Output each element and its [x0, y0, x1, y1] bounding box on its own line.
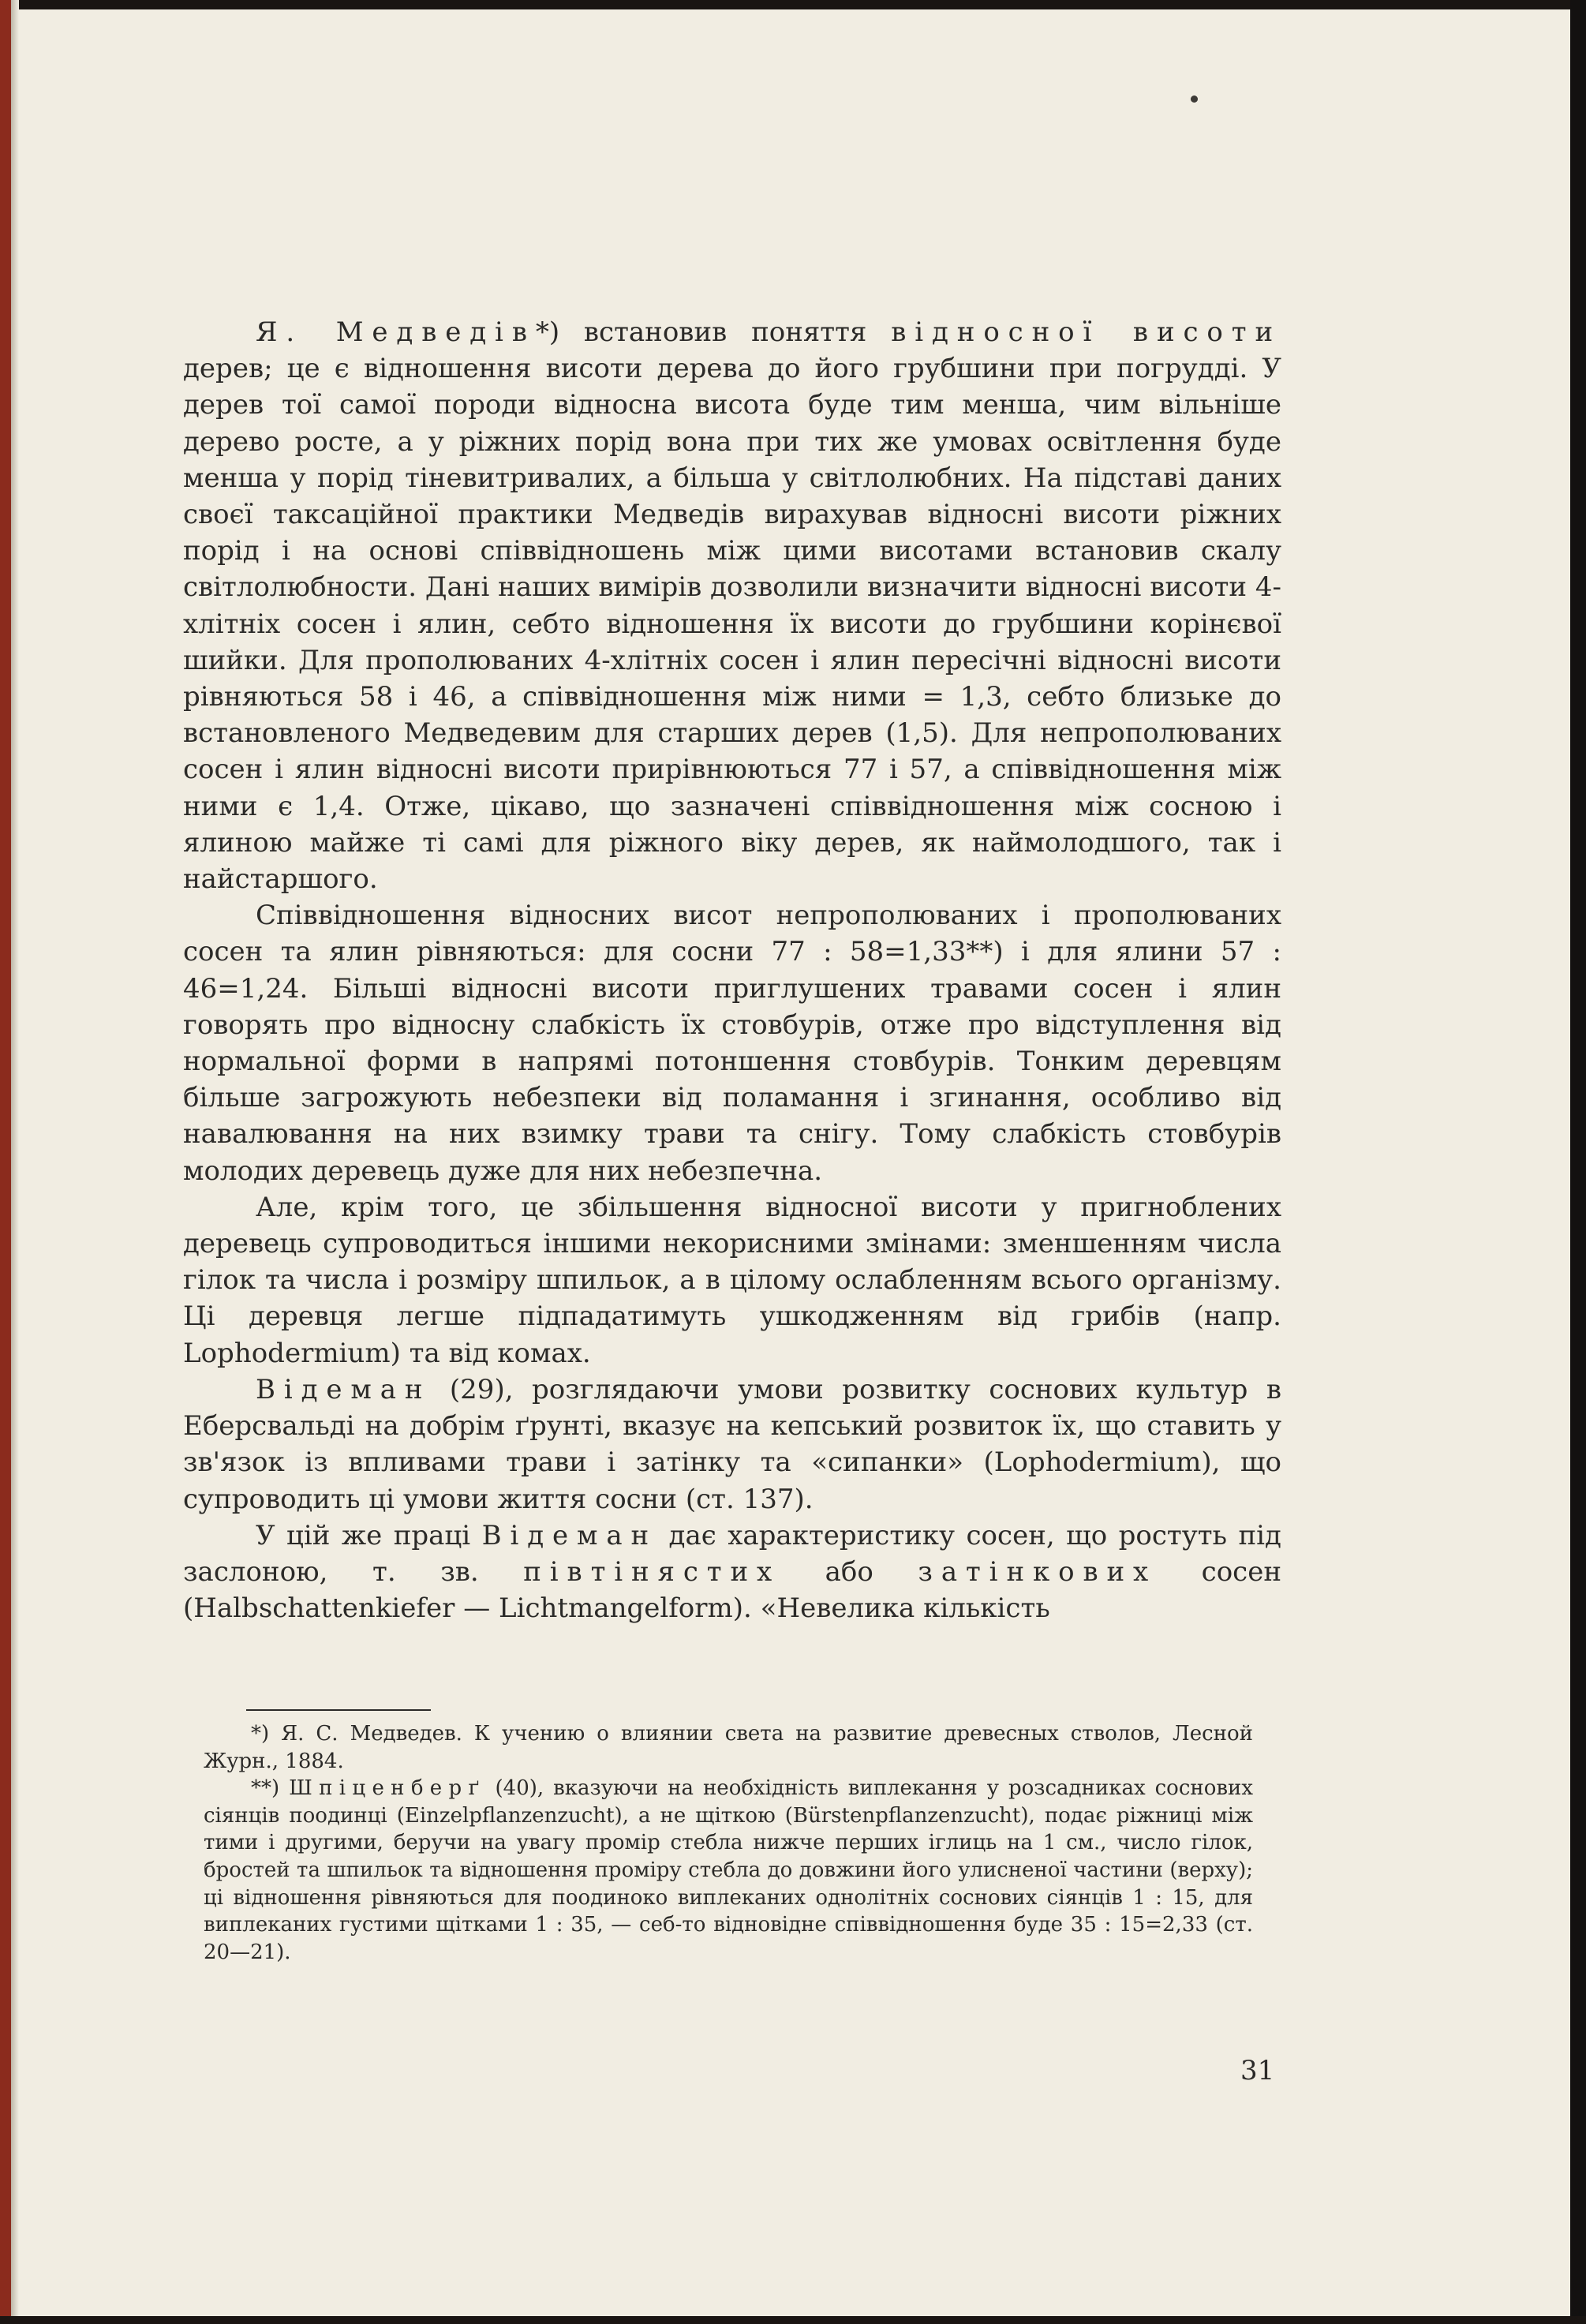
paragraph-2: Співвідношення відносних висот непрополюваних і прополюваних сосен та ялин рівняються: для сосни 77 : 58=1,33**) і для ялини 57 : 46=1,24. Більші відносні висоти приглушених травами сосен і ялин говорять про відносну слабкість їх стовбурів, отже про відступлення від нормальної форми в напрямі потоншення стовбурів. Тонким деревцям більше загрожують небезпеки від поламання і згинання, особливо від навалювання на них взимку трави та снігу. Тому слабкість стовбурів молодих деревець дуже для них небезпечна.: [183, 900, 1281, 1187]
paragraph-text: або: [780, 1555, 918, 1588]
page-number: 31: [1240, 2055, 1275, 2086]
footnote-1: [204, 1720, 1253, 1775]
author-name: Шпіценберґ: [289, 1776, 486, 1801]
footnote-text: Я. С. Медведев. К учению о влиянии света на развитие древесных стволов, Лесной Журн., 1884.: [204, 1722, 1253, 1773]
author-name: Відеман: [256, 1373, 432, 1405]
author-name: Відеман: [481, 1519, 658, 1551]
author-name: Я. Медведів: [256, 316, 536, 348]
book-binding-edge: [0, 0, 11, 2324]
paragraph-text: встановив поняття: [559, 316, 892, 348]
paragraph-text: сосен (Halbschattenkiefer — Lichtmangelform). «Невелика кількість: [183, 1555, 1281, 1625]
paragraph-text: дерев; це є відношення висоти дерева до його грубшини при погрудді. У дерев тої самої породи відносна висота буде тим менша, чим вільніше дерево росте, а у ріжних порід вона при тих же умовах освітлення буде менша у порід тіневитривалих, а більша у світлолюбних. На підставі даних своєї таксаційної практики Медведів вирахував відносні висоти ріжних порід і на основі співвідношень між цими висотами встановив скалу світлолюбности. Дані наших вимірів дозволили визначити відносні висоти 4-хлітніх сосен і ялин, себто відношення їх висоти до грубшини корінєвої шийки. Для прополюваних 4-хлітніх сосен і ялин пересічні відносні висоти рівняються 58 і 46, а співвідношення між ними = 1,3, себто близьке до встановленого Медведевим для старших дерев (1,5). Для непрополюваних сосен і ялин відносні висоти прирівнюються 77 і 57, а співвідношення між ними є 1,4. Отже, цікаво, що зазначені співвідношення між сосною і ялиною майже ті самі для ріжного віку дерев, як наймолодшого, так і найстаршого.: [183, 353, 1281, 896]
binding-shadow: [11, 0, 19, 2324]
paragraph-text: дає характеристику сосен, що ростуть під заслоною, т. зв.: [183, 1519, 1281, 1588]
scan-edge-top: [0, 0, 1586, 9]
footnote-mark: **): [251, 1776, 280, 1801]
emphasized-term: відносної висоти: [891, 316, 1281, 348]
footnote-text: (40), вказуючи на необхідність виплекання у розсадниках соснових сіянців поодинці (Einzelpflanzenzucht), а не щіткою (Bürstenpflanzenzucht), подає ріжниці між тими і другими, беручи на увагу промір стебла нижче перших іглиць на 1 см., число гілок, бростей та шпильок та відношення проміру стебла до довжини його улисненої частини (верху); ці відношення рівняються для поодиноко виплеканих однолітніх соснових сіянців 1 : 15, для виплеканих густими щітками 1 : 35, — себ-то відновідне співвідношення буде 35 : 15=2,33 (ст. 20—21).: [204, 1776, 1254, 1964]
paragraph-text: (29), розглядаючи умови розвитку соснових культур в Еберсвальді на добрім ґрунті, вказує на кепський розвиток їх, що ставить у зв'язок із впливами трави і затінку та «сипанки» (Lophodermium), що супроводить ці умови життя сосни (ст. 137).: [183, 1373, 1281, 1515]
scan-edge-right: [1570, 0, 1586, 2324]
footnote-ref: *): [535, 316, 560, 348]
paragraph-1: [183, 314, 1281, 897]
emphasized-term: затінкових: [918, 1555, 1158, 1588]
footnote-divider: [246, 1709, 431, 1711]
paragraph-3: Але, крім того, це збільшення відносної висоти у пригноблених деревець супроводиться іншими некорисними змінами: зменшенням числа гілок та числа і розміру шпильок, а в цілому ослабленням всього організму. Ці деревця легше підпадатимуть ушкодженням від грибів (напр. Lophodermium) та від комах.: [183, 1191, 1281, 1369]
emphasized-term: півтінястих: [523, 1555, 781, 1588]
main-text: [183, 314, 1281, 1626]
paragraph-5: [183, 1518, 1281, 1627]
footnote-2: [204, 1775, 1253, 1966]
ink-speck: [1191, 95, 1198, 103]
scan-edge-bottom: [0, 2316, 1586, 2324]
footnote-mark: *): [251, 1722, 270, 1746]
paragraph-text: У цій же праці: [256, 1519, 482, 1551]
footnotes: [204, 1720, 1253, 1966]
paragraph-4: [183, 1372, 1281, 1518]
